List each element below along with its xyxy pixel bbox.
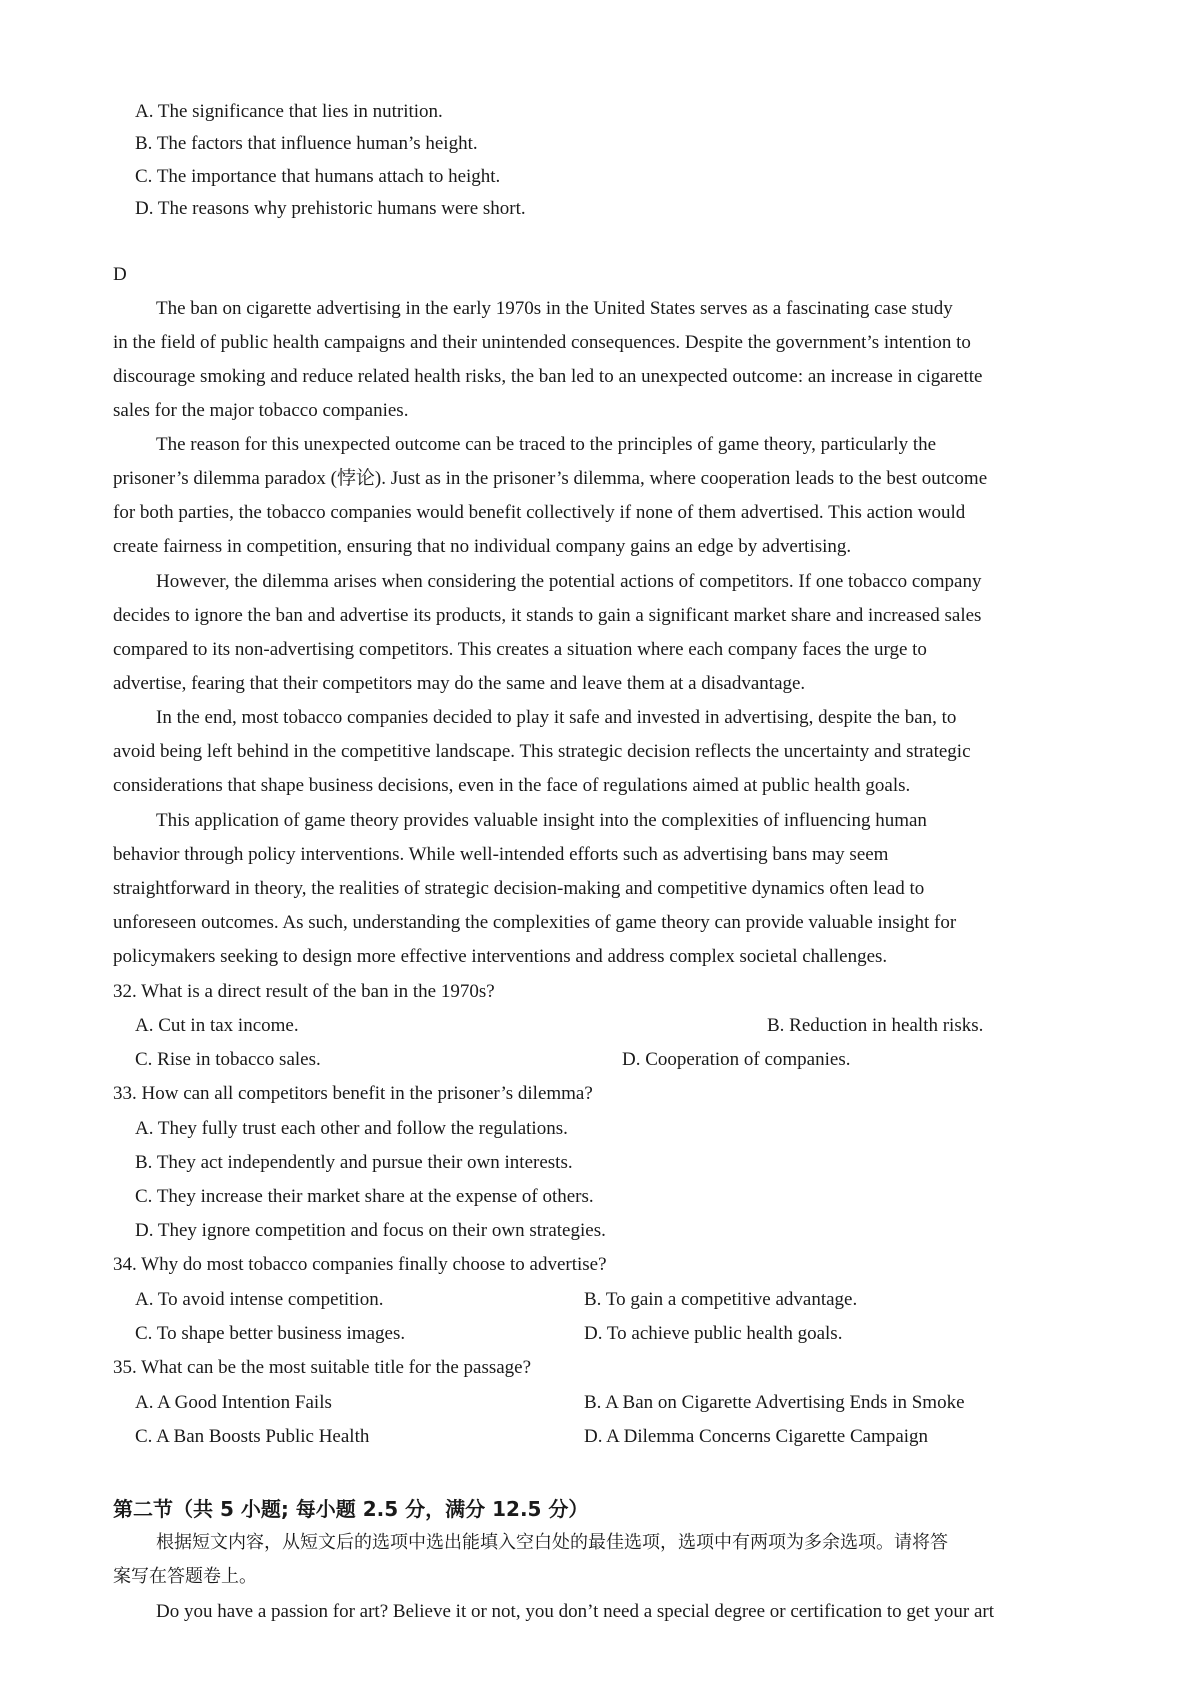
passage-line: avoid being left behind in the competitive landscape. This strategic decision reflects the uncertainty and strategic — [113, 741, 971, 762]
q33-option-d[interactable]: D. They ignore competition and focus on their own strategies. — [135, 1220, 606, 1241]
passage-line: discourage smoking and reduce related health risks, the ban led to an unexpected outcome: an increase in cigarette — [113, 366, 983, 387]
passage-line: unforeseen outcomes. As such, understanding the complexities of game theory can provide valuable insight for — [113, 912, 957, 933]
prev-option-a: A. The significance that lies in nutrition. — [135, 101, 443, 122]
section-heading: 第二节（共 5 小题; 每小题 2.5 分，满分 12.5 分） — [113, 1497, 589, 1521]
passage-line: sales for the major tobacco companies. — [113, 400, 409, 421]
passage-line: straightforward in theory, the realities of strategic decision-making and competitive dynamics often lead to — [113, 878, 925, 899]
passage-line: decides to ignore the ban and advertise its products, it stands to gain a significant market share and increased sales — [113, 605, 982, 626]
prev-option-d: D. The reasons why prehistoric humans were short. — [135, 198, 526, 219]
passage-line: behavior through policy interventions. While well-intended efforts such as advertising bans may seem — [113, 844, 889, 865]
prev-option-b: B. The factors that influence human’s height. — [135, 133, 478, 154]
passage-line: The ban on cigarette advertising in the early 1970s in the United States serves as a fascinating case study — [156, 298, 953, 319]
prev-option-c: C. The importance that humans attach to height. — [135, 166, 501, 187]
question-34: 34. Why do most tobacco companies finally choose to advertise? — [113, 1254, 607, 1275]
q33-option-b[interactable]: B. They act independently and pursue their own interests. — [135, 1152, 573, 1173]
q35-option-c[interactable]: C. A Ban Boosts Public Health — [135, 1426, 370, 1447]
question-32: 32. What is a direct result of the ban in the 1970s? — [113, 981, 495, 1002]
q34-option-c[interactable]: C. To shape better business images. — [135, 1323, 406, 1344]
passage-line: The reason for this unexpected outcome can be traced to the principles of game theory, particularly the — [156, 434, 937, 455]
q34-option-a[interactable]: A. To avoid intense competition. — [135, 1289, 384, 1310]
q35-option-a[interactable]: A. A Good Intention Fails — [135, 1392, 332, 1413]
q32-option-b[interactable]: B. Reduction in health risks. — [767, 1015, 984, 1036]
section-instruction: 案写在答题卷上。 — [113, 1566, 257, 1587]
passage-line: in the field of public health campaigns and their unintended consequences. Despite the government’s intention to — [113, 332, 971, 353]
passage-line: create fairness in competition, ensuring that no individual company gains an edge by advertising. — [113, 536, 852, 557]
section-passage-line: Do you have a passion for art? Believe it or not, you don’t need a special degree or certification to get your art — [156, 1601, 994, 1622]
section-instruction: 根据短文内容，从短文后的选项中选出能填入空白处的最佳选项，选项中有两项为多余选项。请将答 — [156, 1532, 948, 1553]
q33-option-a[interactable]: A. They fully trust each other and follow the regulations. — [135, 1118, 568, 1139]
question-35: 35. What can be the most suitable title for the passage? — [113, 1357, 532, 1378]
q32-option-a[interactable]: A. Cut in tax income. — [135, 1015, 299, 1036]
q32-option-c[interactable]: C. Rise in tobacco sales. — [135, 1049, 321, 1070]
passage-line: In the end, most tobacco companies decided to play it safe and invested in advertising, despite the ban, to — [156, 707, 957, 728]
q33-option-c[interactable]: C. They increase their market share at the expense of others. — [135, 1186, 594, 1207]
passage-line: prisoner’s dilemma paradox (悖论). Just as in the prisoner’s dilemma, where cooperation leads to the best outcome — [113, 468, 988, 489]
passage-line: advertise, fearing that their competitors may do the same and leave them at a disadvantage. — [113, 673, 806, 694]
passage-line: However, the dilemma arises when considering the potential actions of competitors. If one tobacco company — [156, 571, 982, 592]
passage-line: policymakers seeking to design more effective interventions and address complex societal challenges. — [113, 946, 888, 967]
q35-option-d[interactable]: D. A Dilemma Concerns Cigarette Campaign — [584, 1426, 929, 1447]
q32-option-d[interactable]: D. Cooperation of companies. — [622, 1049, 851, 1070]
passage-line: for both parties, the tobacco companies would benefit collectively if none of them advertised. This action would — [113, 502, 966, 523]
q34-option-b[interactable]: B. To gain a competitive advantage. — [584, 1289, 858, 1310]
q35-option-b[interactable]: B. A Ban on Cigarette Advertising Ends in Smoke — [584, 1392, 965, 1413]
passage-line: This application of game theory provides valuable insight into the complexities of influencing human — [156, 810, 927, 831]
q34-option-d[interactable]: D. To achieve public health goals. — [584, 1323, 843, 1344]
question-33: 33. How can all competitors benefit in the prisoner’s dilemma? — [113, 1083, 593, 1104]
passage-line: considerations that shape business decisions, even in the face of regulations aimed at public health goals. — [113, 775, 911, 796]
passage-label: D — [113, 264, 127, 285]
passage-line: compared to its non-advertising competitors. This creates a situation where each company faces the urge to — [113, 639, 927, 660]
